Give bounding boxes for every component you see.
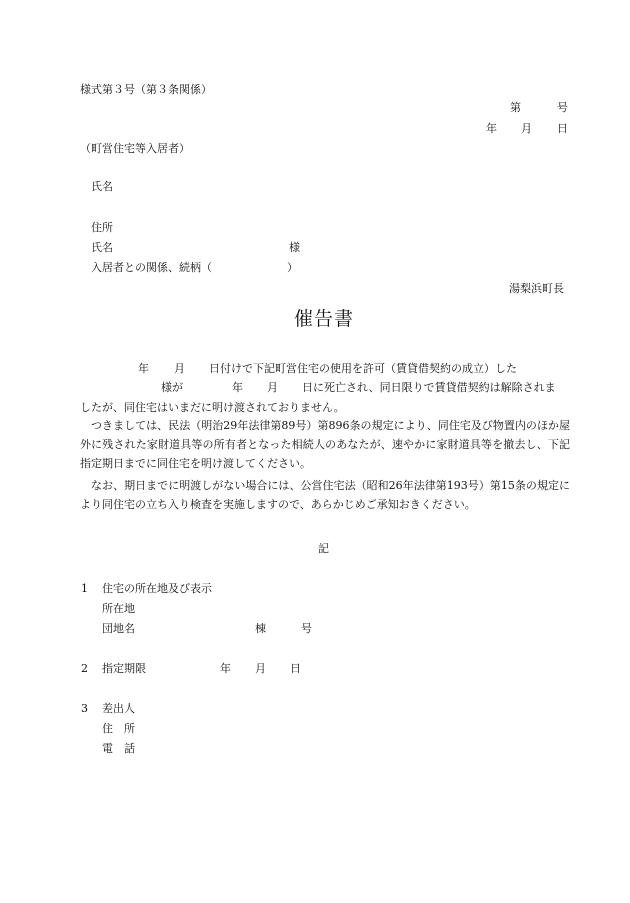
item3-number: 3 (81, 702, 88, 715)
item2-number: 2 (81, 662, 88, 675)
item2-month: 月 (255, 662, 266, 675)
relation-label: 入居者との関係、続柄（ (91, 261, 212, 274)
body-l3: したが、同住宅はいまだに明け渡されておりません。 (80, 401, 345, 414)
recipient-name-label: 氏名 (91, 180, 113, 193)
item3-title: 差出人 (102, 702, 135, 715)
item1-number: 1 (81, 582, 88, 595)
issuer-title: 湯梨浜町長 (509, 282, 564, 295)
item1-title: 住宅の所在地及び表示 (102, 582, 212, 595)
date-year: 年 (486, 122, 497, 135)
item1-unit: 号 (301, 622, 312, 635)
item3-phone-label: 電 話 (102, 742, 135, 755)
recipient-heading: （町営住宅等入居者） (80, 142, 190, 155)
body-l2-month: 月 (267, 381, 278, 394)
item2-title: 指定期限 (102, 662, 146, 675)
item1-building: 棟 (255, 622, 266, 635)
body-l1-month: 月 (174, 362, 185, 375)
body-l2-rest: 日に死亡され、同日限りで賃貸借契約は解除されま (302, 381, 556, 394)
heir-name-label: 氏名 (91, 241, 113, 254)
item1-complex-label: 団地名 (102, 622, 135, 635)
body-l2-sama-ga: 様が (161, 381, 183, 394)
ki-marker: 記 (318, 542, 329, 555)
heir-address-label: 住所 (91, 221, 113, 234)
sama-label: 様 (289, 241, 300, 254)
relation-close: ） (287, 261, 298, 274)
item3-address-label: 住 所 (102, 722, 135, 735)
body-l2-year: 年 (232, 381, 243, 394)
number-dai: 第 (510, 101, 521, 114)
body-l1-year: 年 (138, 362, 149, 375)
body-paragraph-2: つきましては、民法（明治29年法律第89号）第896条の規定により、同住宅及び物置内のほか屋外に残された家財道具等の所有者となった相続人のあなたが、速やかに家財道具等を撤去し、下記指定期日までに同住宅を明け渡してください。 (80, 419, 570, 470)
number-go: 号 (557, 101, 568, 114)
date-month: 月 (521, 122, 532, 135)
date-day: 日 (557, 122, 568, 135)
item1-location-label: 所在地 (102, 602, 135, 615)
item2-day: 日 (290, 662, 301, 675)
body-paragraph-3: なお、期日までに明渡しがない場合には、公営住宅法（昭和26年法律第193号）第15条の規定により同住宅の立ち入り検査を実施しますので、あらかじめご承知おきください。 (80, 479, 570, 511)
body-l1-rest: 日付けで下記町営住宅の使用を許可（賃貸借契約の成立）した (209, 362, 517, 375)
item2-year: 年 (220, 662, 231, 675)
form-label: 様式第３号（第３条関係） (80, 83, 212, 96)
document-title: 催告書 (294, 308, 355, 330)
